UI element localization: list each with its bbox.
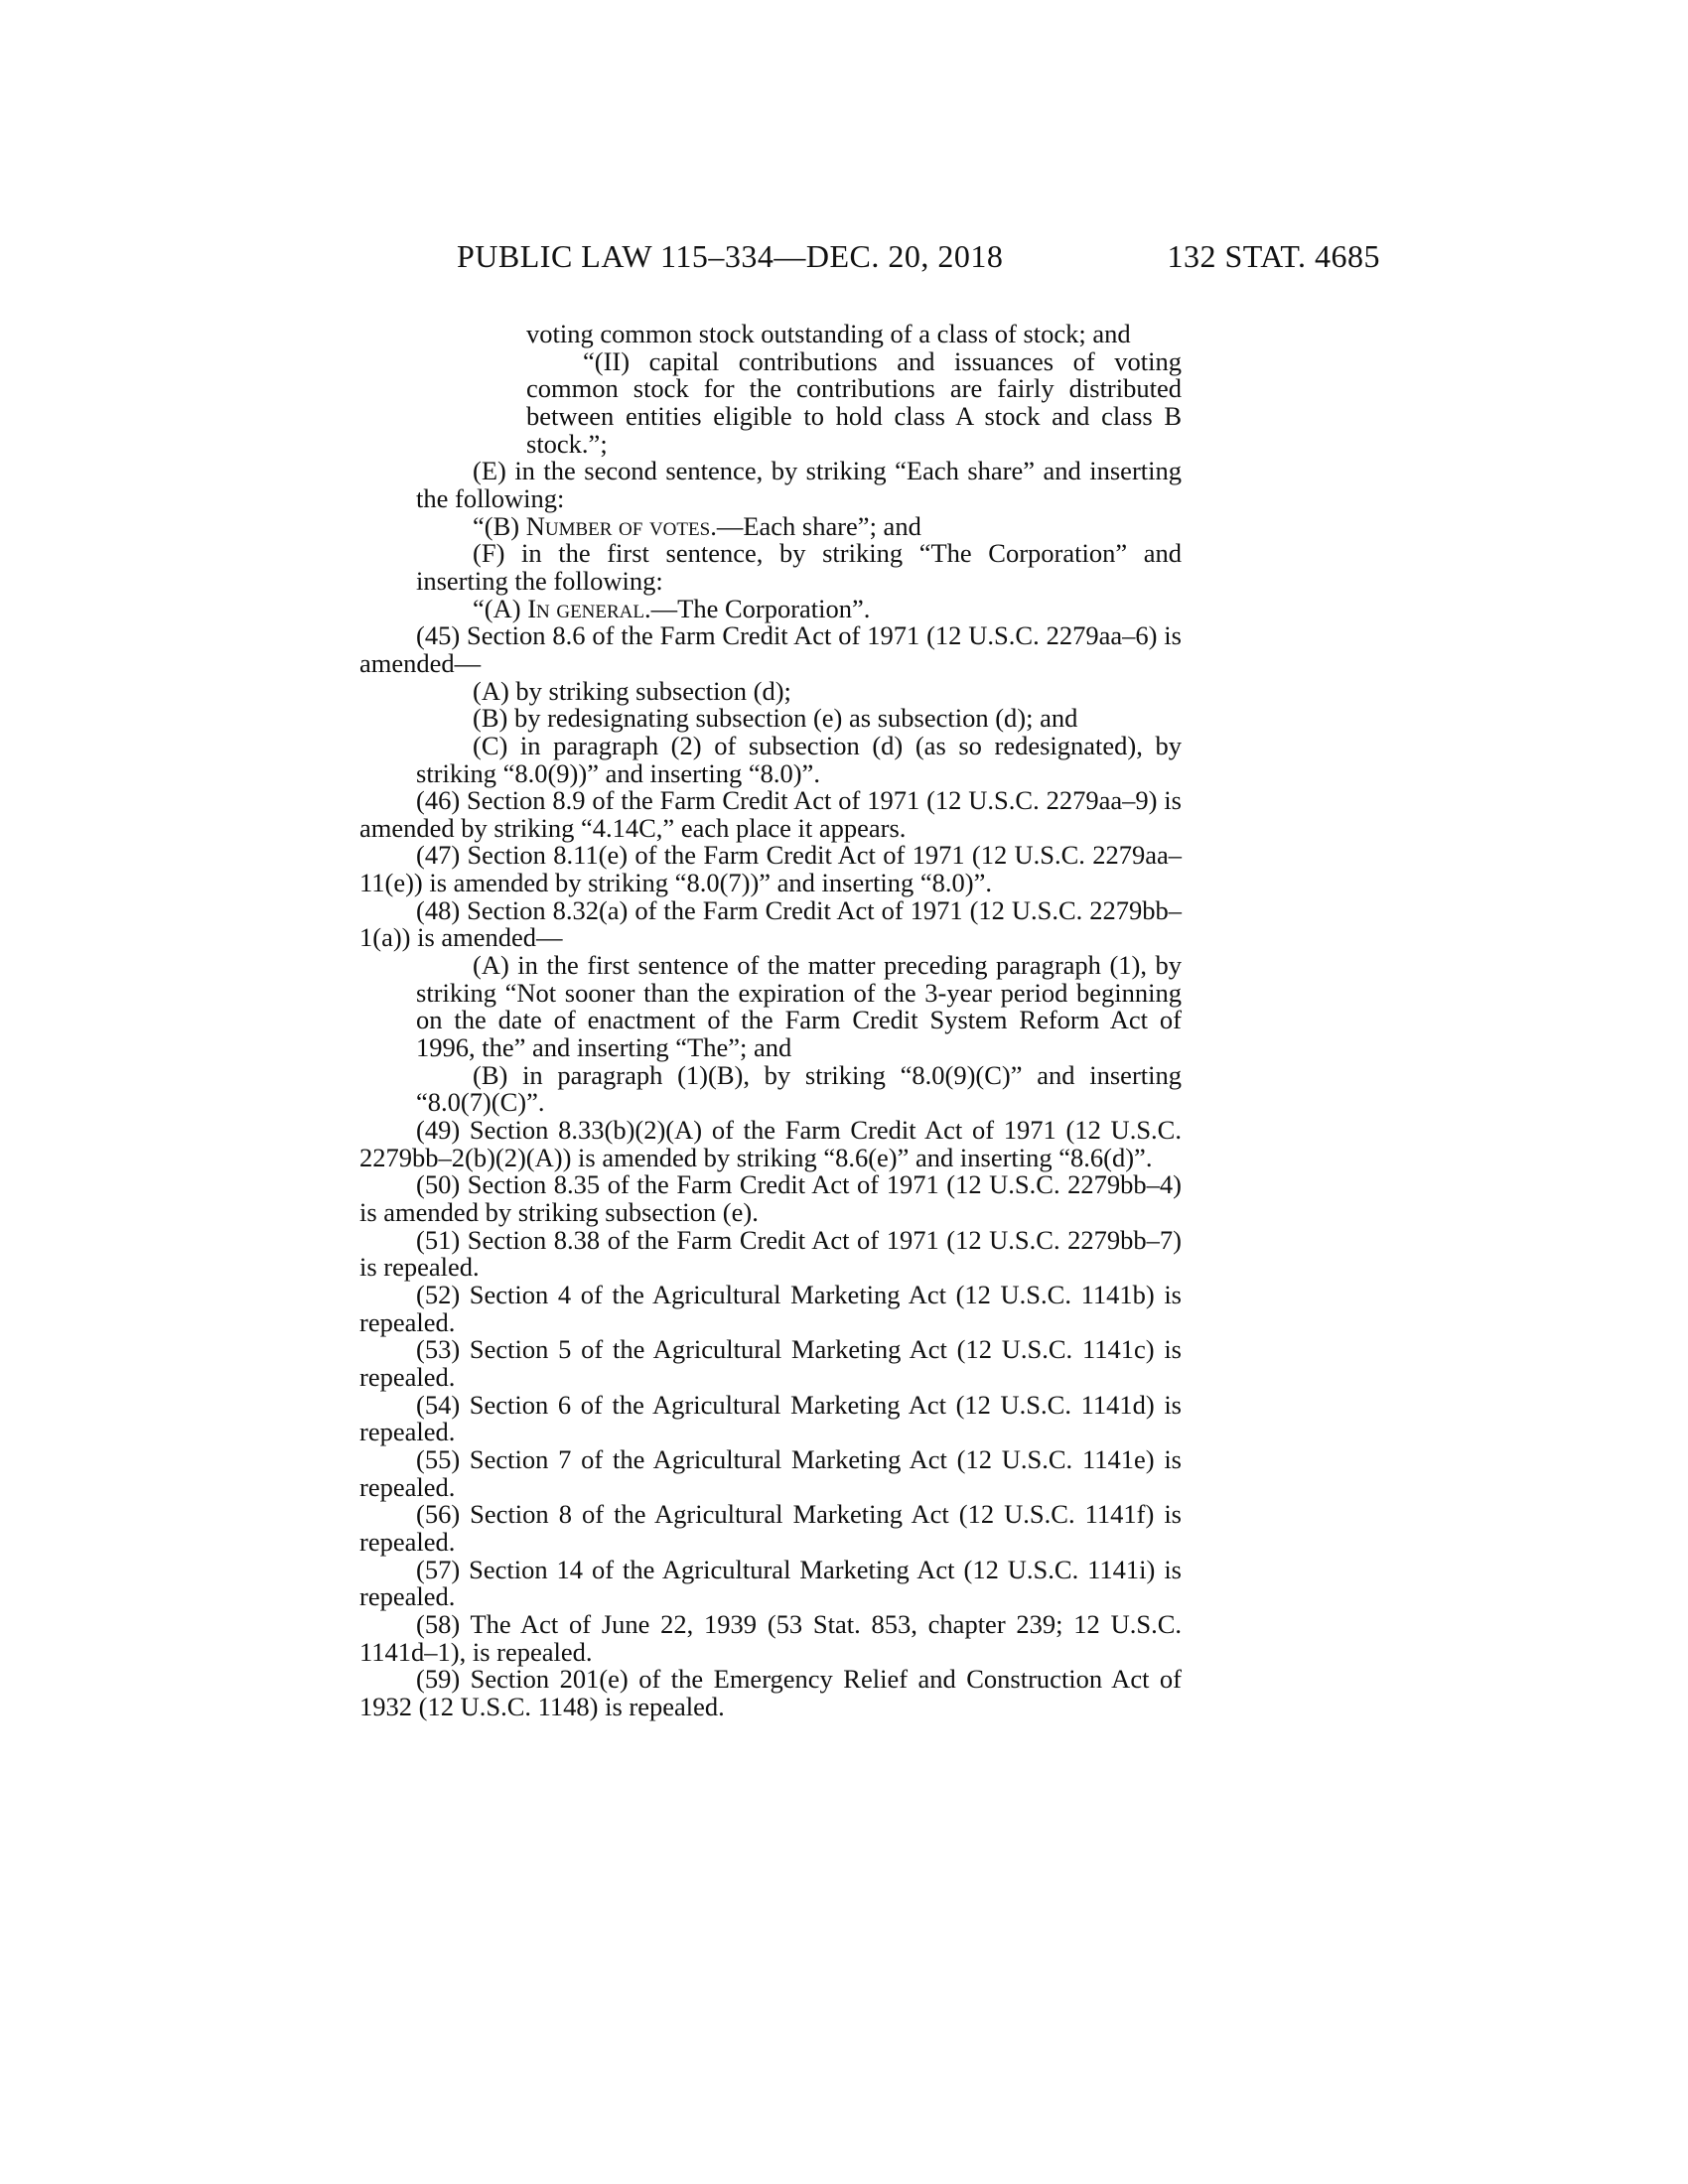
heading-suffix: .—Each share”; and [710, 510, 921, 541]
para-48-b: (B) in paragraph (1)(B), by striking “8.0(9)(C)” and inserting “8.0(7)(C)”. [416, 1059, 1182, 1118]
clause-ii: “(II) capital contributions and issuances of voting common stock for the contributions are fairly distributed between entities eligible to hold class A stock and class B stock.”; [526, 345, 1182, 459]
para-48-a: (A) in the first sentence of the matter preceding paragraph (1), by striking “Not sooner than the expiration of the 3-year period beginning on the date of enactment of the Farm Credit System Reform Act of 1996, the” and inserting “The”; and [416, 950, 1182, 1063]
heading-caps: In general [527, 593, 645, 623]
para-45-a: (A) by striking subsection (d); [473, 675, 791, 706]
heading-prefix: “(B) [473, 510, 526, 541]
para-45-b: (B) by redesignating subsection (e) as subsection (d); and [473, 703, 1078, 734]
para-57: (57) Section 14 of the Agricultural Marketing Act (12 U.S.C. 1141i) is repealed. [359, 1554, 1182, 1612]
para-53: (53) Section 5 of the Agricultural Marketing Act (12 U.S.C. 1141c) is repealed. [359, 1334, 1182, 1392]
header-citation: PUBLIC LAW 115–334—DEC. 20, 2018 [457, 238, 1004, 274]
para-56: (56) Section 8 of the Agricultural Marketing Act (12 U.S.C. 1141f) is repealed. [359, 1499, 1182, 1557]
para-50: (50) Section 8.35 of the Farm Credit Act of 1971 (12 U.S.C. 2279bb–4) is amended by striking subsection (e). [359, 1169, 1182, 1227]
para-59: (59) Section 201(e) of the Emergency Relief and Construction Act of 1932 (12 U.S.C. 1148) is repealed. [359, 1664, 1182, 1721]
subpara-e: (E) in the second sentence, by striking “Each share” and inserting the following: [416, 456, 1182, 513]
heading-suffix: .—The Corporation”. [644, 593, 871, 623]
para-52: (52) Section 4 of the Agricultural Marketing Act (12 U.S.C. 1141b) is repealed. [359, 1279, 1182, 1337]
subpara-f: (F) in the first sentence, by striking “The Corporation” and inserting the following: [416, 538, 1182, 596]
para-51: (51) Section 8.38 of the Farm Credit Act of 1971 (12 U.S.C. 2279bb–7) is repealed. [359, 1224, 1182, 1283]
para-49: (49) Section 8.33(b)(2)(A) of the Farm Credit Act of 1971 (12 U.S.C. 2279bb–2(b)(2)(A)) is amended by striking “8.6(e)” and inserting “8.6(d)”. [359, 1115, 1182, 1172]
para-55: (55) Section 7 of the Agricultural Marketing Act (12 U.S.C. 1141e) is repealed. [359, 1443, 1182, 1502]
para-48: (48) Section 8.32(a) of the Farm Credit Act of 1971 (12 U.S.C. 2279bb–1(a)) is amended— [359, 894, 1182, 953]
para-54: (54) Section 6 of the Agricultural Marketing Act (12 U.S.C. 1141d) is repealed. [359, 1389, 1182, 1447]
para-46: (46) Section 8.9 of the Farm Credit Act of 1971 (12 U.S.C. 2279aa–9) is amended by striking “4.14C,” each place it appears. [359, 785, 1182, 843]
page-header [457, 238, 1380, 282]
para-45-c: (C) in paragraph (2) of subsection (d) (as so redesignated), by striking “8.0(9))” and inserting “8.0)”. [416, 730, 1182, 788]
para-45: (45) Section 8.6 of the Farm Credit Act of 1971 (12 U.S.C. 2279aa–6) is amended— [359, 620, 1182, 678]
header-stat-page: 132 STAT. 4685 [1167, 238, 1380, 274]
para-58: (58) The Act of June 22, 1939 (53 Stat. 853, chapter 239; 12 U.S.C. 1141d–1), is repealed. [359, 1608, 1182, 1667]
para-47: (47) Section 8.11(e) of the Farm Credit Act of 1971 (12 U.S.C. 2279aa–11(e)) is amended by striking “8.0(7))” and inserting “8.0)”. [359, 840, 1182, 898]
paragraph-continuation: voting common stock outstanding of a class of stock; and [526, 319, 1131, 348]
heading-caps: Number of votes [525, 510, 711, 541]
document-body [359, 321, 1182, 1720]
heading-prefix: “(A) [473, 593, 528, 623]
heading-number-of-votes [359, 510, 1182, 541]
heading-in-general [359, 593, 1182, 623]
